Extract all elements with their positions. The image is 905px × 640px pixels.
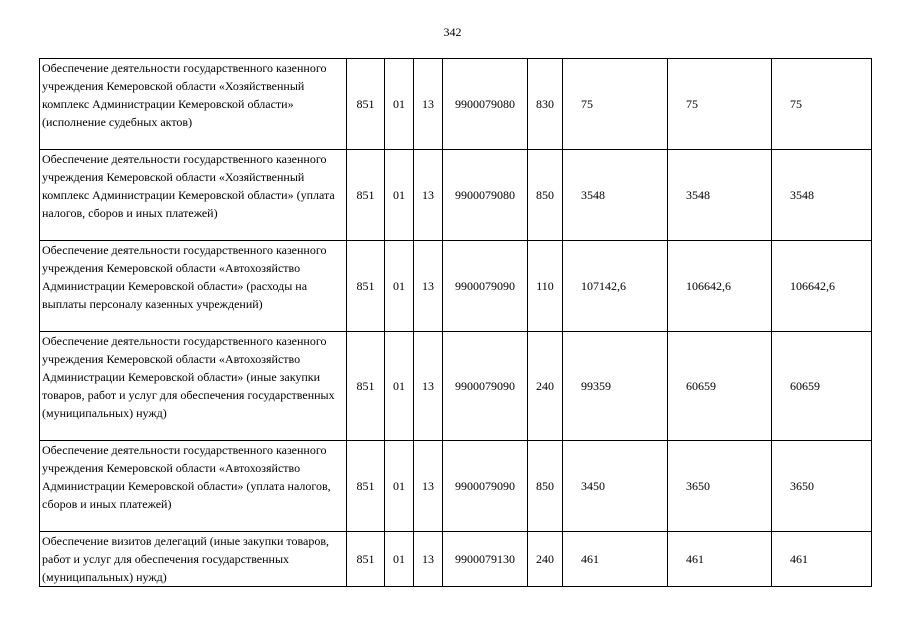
target-article-code: 9900079090	[443, 441, 528, 532]
amount-year-3: 3650	[772, 441, 872, 532]
amount-year-1: 75	[563, 59, 668, 150]
ministry-code: 851	[347, 532, 385, 587]
subsection-code: 13	[414, 332, 443, 441]
subsection-code: 13	[414, 241, 443, 332]
amount-year-1: 461	[563, 532, 668, 587]
expense-type-code: 830	[528, 59, 563, 150]
expense-type-code: 110	[528, 241, 563, 332]
subsection-code: 13	[414, 59, 443, 150]
amount-year-3: 3548	[772, 150, 872, 241]
amount-year-2: 3650	[668, 441, 772, 532]
target-article-code: 9900079080	[443, 59, 528, 150]
amount-year-2: 75	[668, 59, 772, 150]
table-row	[40, 332, 872, 441]
row-description: Обеспечение деятельности государственного казенного учреждения Кемеровской области «Автохозяйство Администрации Кемеровской области» (расходы на выплаты персоналу казенных учреждений)	[40, 241, 347, 332]
expense-type-code: 850	[528, 441, 563, 532]
section-code: 01	[385, 241, 414, 332]
amount-year-2: 60659	[668, 332, 772, 441]
table-row	[40, 241, 872, 332]
ministry-code: 851	[347, 441, 385, 532]
amount-year-3: 75	[772, 59, 872, 150]
ministry-code: 851	[347, 241, 385, 332]
target-article-code: 9900079090	[443, 241, 528, 332]
ministry-code: 851	[347, 150, 385, 241]
subsection-code: 13	[414, 150, 443, 241]
amount-year-2: 461	[668, 532, 772, 587]
expense-type-code: 240	[528, 332, 563, 441]
target-article-code: 9900079090	[443, 332, 528, 441]
section-code: 01	[385, 150, 414, 241]
row-description: Обеспечение деятельности государственного казенного учреждения Кемеровской области «Автохозяйство Администрации Кемеровской области» (уплата налогов, сборов и иных платежей)	[40, 441, 347, 532]
row-description: Обеспечение визитов делегаций (иные закупки товаров, работ и услуг для обеспечения государственных (муниципальных) нужд)	[40, 532, 347, 587]
row-description: Обеспечение деятельности государственного казенного учреждения Кемеровской области «Хозяйственный комплекс Администрации Кемеровской области» (уплата налогов, сборов и иных платежей)	[40, 150, 347, 241]
amount-year-3: 106642,6	[772, 241, 872, 332]
amount-year-1: 99359	[563, 332, 668, 441]
ministry-code: 851	[347, 332, 385, 441]
section-code: 01	[385, 441, 414, 532]
expense-type-code: 850	[528, 150, 563, 241]
amount-year-1: 3548	[563, 150, 668, 241]
amount-year-2: 106642,6	[668, 241, 772, 332]
target-article-code: 9900079130	[443, 532, 528, 587]
table-row	[40, 441, 872, 532]
table-row	[40, 150, 872, 241]
section-code: 01	[385, 59, 414, 150]
budget-table	[39, 58, 872, 587]
amount-year-1: 107142,6	[563, 241, 668, 332]
subsection-code: 13	[414, 532, 443, 587]
row-description: Обеспечение деятельности государственного казенного учреждения Кемеровской области «Хозяйственный комплекс Администрации Кемеровской области» (исполнение судебных актов)	[40, 59, 347, 150]
amount-year-2: 3548	[668, 150, 772, 241]
subsection-code: 13	[414, 441, 443, 532]
ministry-code: 851	[347, 59, 385, 150]
section-code: 01	[385, 332, 414, 441]
section-code: 01	[385, 532, 414, 587]
row-description: Обеспечение деятельности государственного казенного учреждения Кемеровской области «Автохозяйство Администрации Кемеровской области» (иные закупки товаров, работ и услуг для обеспечения государственных (муниципальных) нужд)	[40, 332, 347, 441]
target-article-code: 9900079080	[443, 150, 528, 241]
expense-type-code: 240	[528, 532, 563, 587]
amount-year-3: 60659	[772, 332, 872, 441]
page-number: 342	[443, 25, 462, 39]
amount-year-1: 3450	[563, 441, 668, 532]
table-row	[40, 532, 872, 587]
amount-year-3: 461	[772, 532, 872, 587]
table-row	[40, 59, 872, 150]
